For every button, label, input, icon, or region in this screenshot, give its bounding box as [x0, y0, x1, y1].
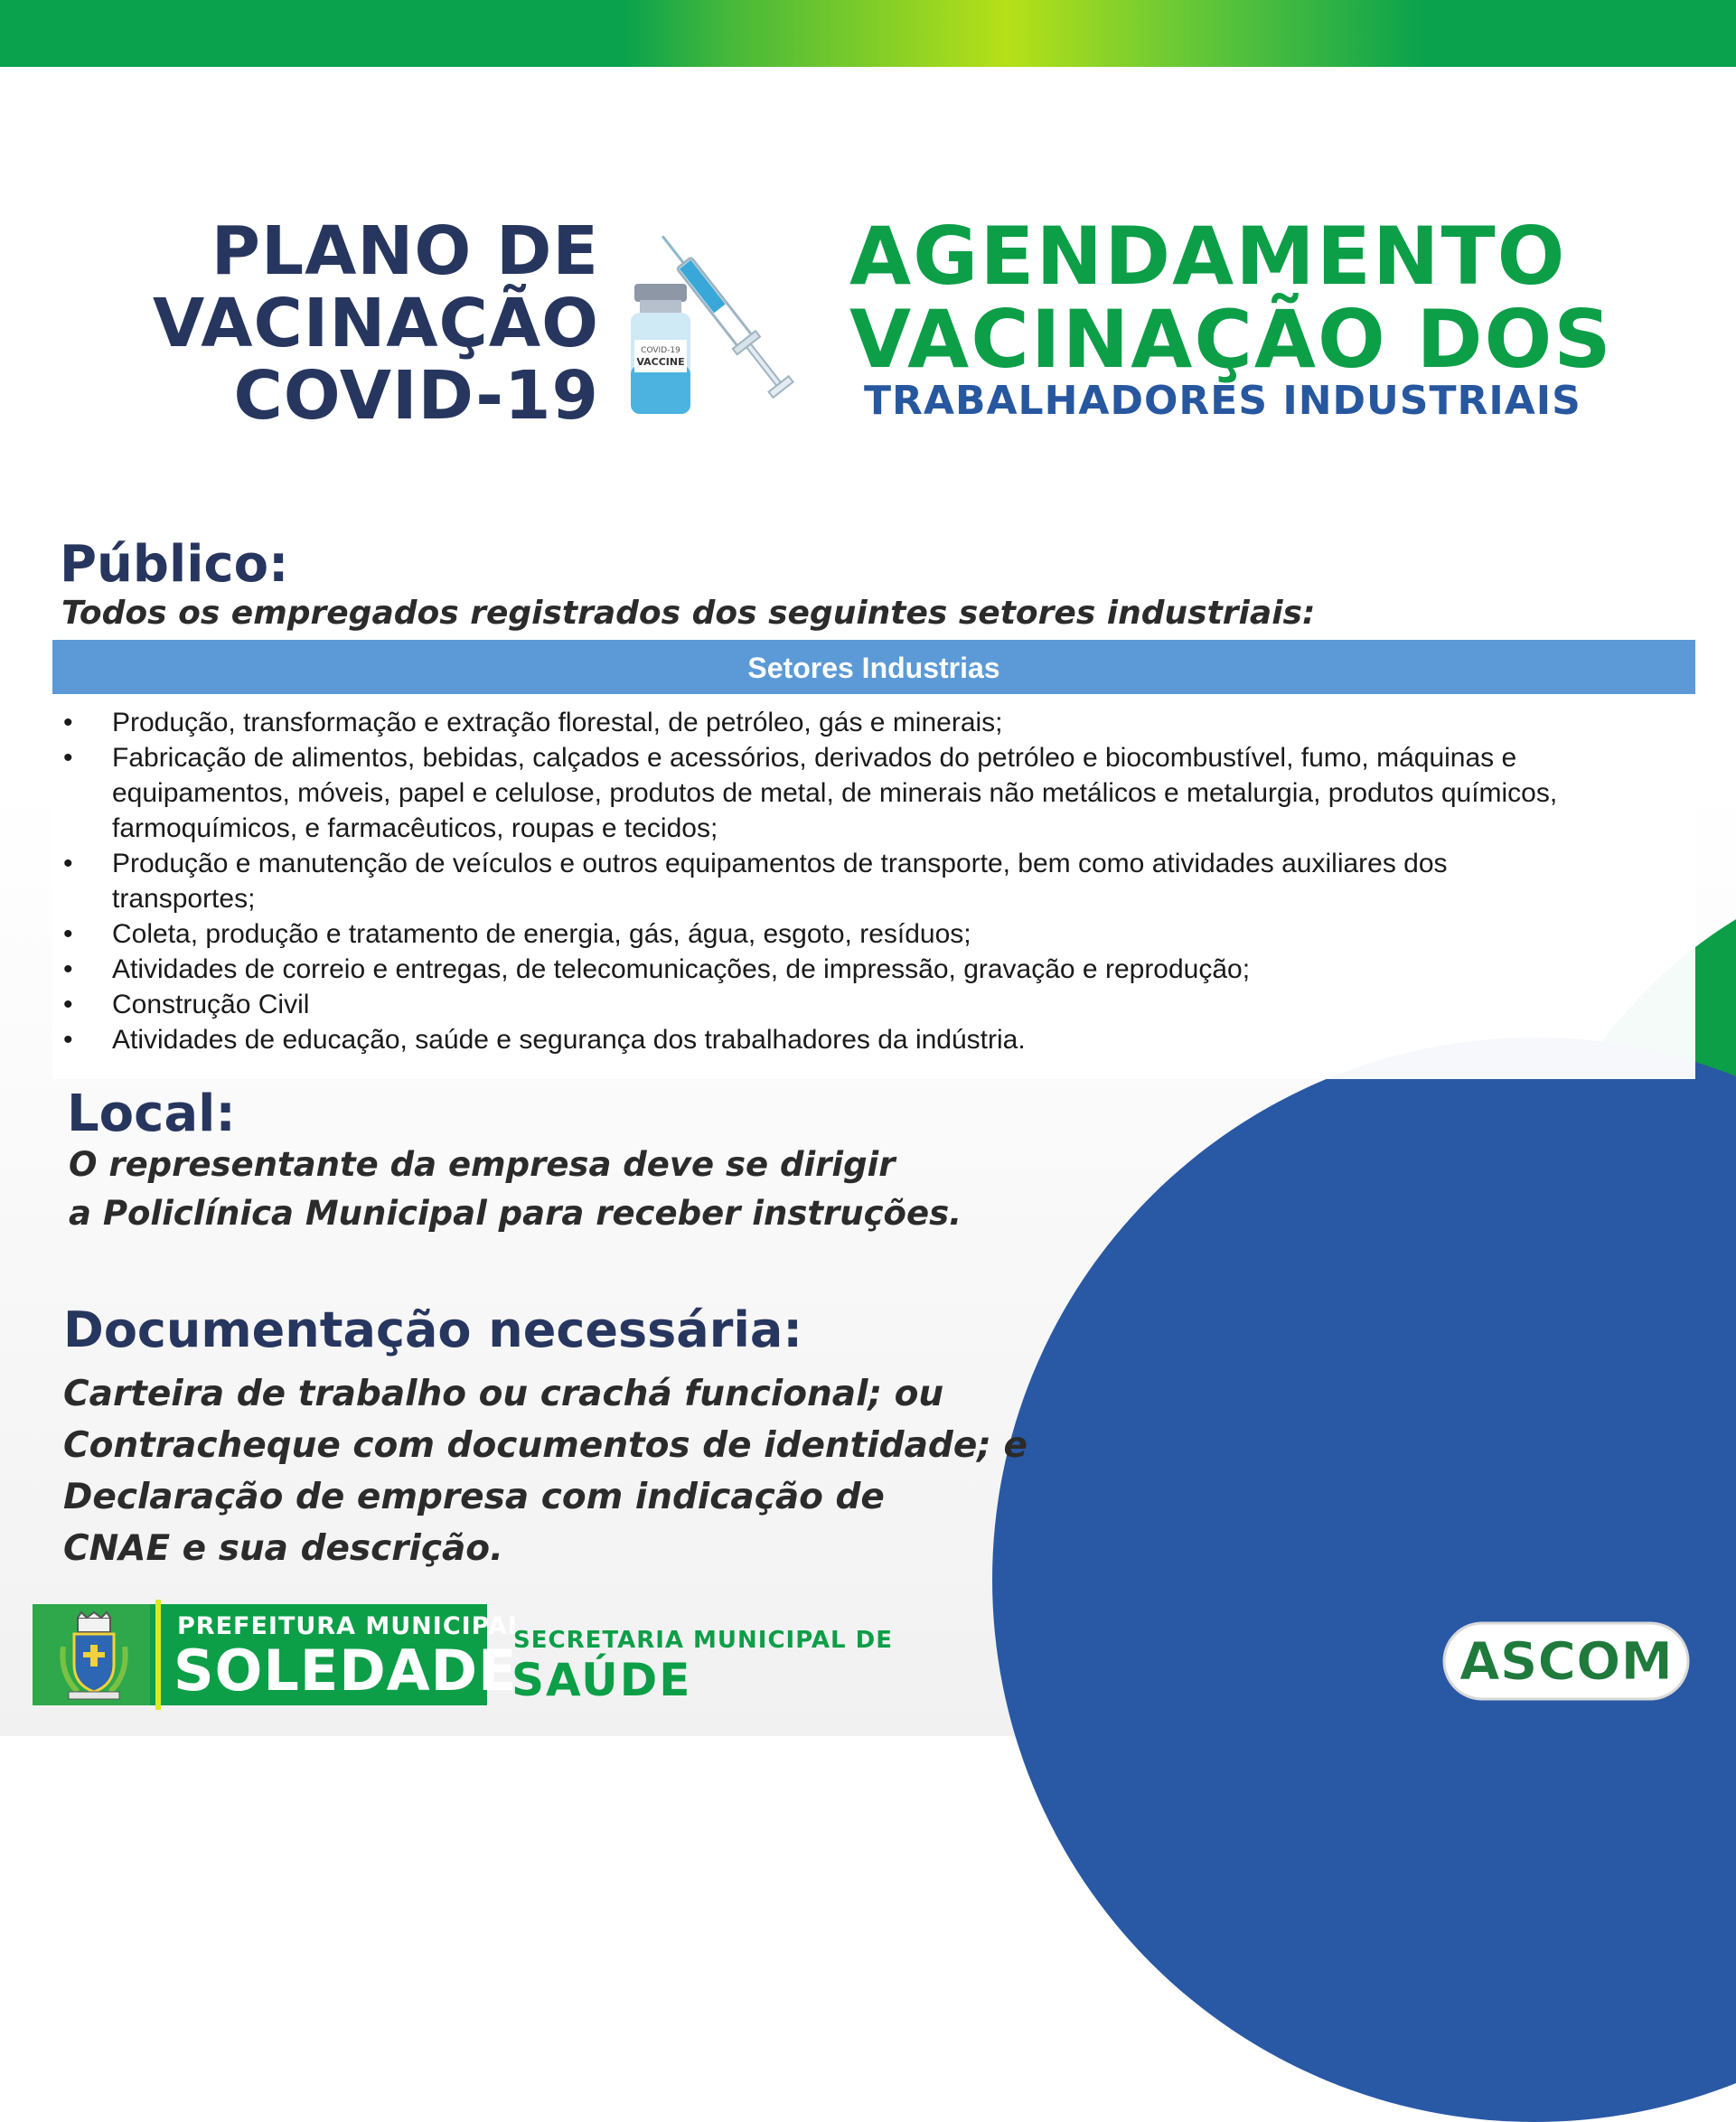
- list-item-line: Coleta, produção e tratamento de energia, gás, água, esgoto, resíduos;: [112, 919, 971, 949]
- documentacao-line: Contracheque com documentos de identidade; e: [63, 1425, 1028, 1466]
- list-item-line: equipamentos, móveis, papel e celulose, produtos de metal, de minerais não metálicos e metalurgia, produtos químicos,: [112, 778, 1558, 808]
- bullet-icon: •: [63, 1025, 73, 1055]
- plano-line: PLANO DE: [211, 212, 599, 290]
- publico-text: Todos os empregados registrados dos seguintes setores industriais:: [61, 595, 1316, 632]
- prefeitura-divider: [155, 1600, 161, 1710]
- agendamento-title: [849, 210, 1613, 386]
- bullet-icon: •: [63, 919, 73, 949]
- trabalhadores-subtitle: TRABALHADORES INDUSTRIAIS: [864, 378, 1581, 424]
- list-item-line: Construção Civil: [112, 990, 310, 1019]
- bullet-icon: •: [63, 849, 73, 878]
- plano-line: COVID-19: [233, 357, 599, 435]
- publico-heading: Público:: [60, 535, 289, 594]
- local-line-2: a Policlínica Municipal para receber instruções.: [69, 1194, 962, 1233]
- municipal-crest-icon: [51, 1610, 137, 1701]
- prefeitura-top-label: PREFEITURA MUNICIPAL: [177, 1612, 525, 1640]
- setores-header: Setores Industrias: [52, 640, 1695, 694]
- list-item: [52, 846, 1670, 916]
- list-item-line: Produção e manutenção de veículos e outros equipamentos de transporte, bem como atividades auxiliares dos: [112, 849, 1448, 878]
- vial-label-2: VACCINE: [636, 356, 685, 368]
- vaccine-syringe-icon: [620, 193, 801, 419]
- secretaria-main-label: SAÚDE: [511, 1654, 692, 1706]
- bullet-icon: •: [63, 743, 73, 773]
- local-line-1: O representante da empresa deve se dirigir: [69, 1145, 896, 1184]
- documentacao-line: Declaração de empresa com indicação de: [63, 1477, 885, 1517]
- setores-list: [52, 705, 1670, 1057]
- bullet-icon: •: [63, 708, 73, 737]
- list-item-line: Atividades de educação, saúde e segurança dos trabalhadores da indústria.: [112, 1025, 1026, 1055]
- ascom-logo: [1440, 1618, 1692, 1704]
- list-item: [52, 1022, 1670, 1057]
- local-text: [69, 1141, 972, 1238]
- documentacao-heading: Documentação necessária:: [63, 1301, 802, 1358]
- prefeitura-main-label: SOLEDADE: [174, 1638, 518, 1704]
- bullet-icon: •: [63, 990, 73, 1019]
- list-item-line: Atividades de correio e entregas, de telecomunicações, de impressão, gravação e reprodução;: [112, 954, 1251, 984]
- local-heading: Local:: [67, 1084, 236, 1143]
- vial-label-1: COVID-19: [641, 346, 680, 355]
- secretaria-top-label: SECRETARIA MUNICIPAL DE: [513, 1627, 893, 1654]
- agendamento-line-2: VACINAÇÃO DOS: [849, 293, 1613, 386]
- documentacao-list: [63, 1368, 1028, 1574]
- plano-vacinacao-title: [152, 212, 599, 435]
- documentacao-line: CNAE e sua descrição.: [63, 1528, 503, 1569]
- bullet-icon: •: [63, 954, 73, 984]
- plano-line: VACINAÇÃO: [152, 285, 599, 362]
- list-item: [52, 987, 1670, 1022]
- list-item-line: farmoquímicos, e farmacêuticos, roupas e tecidos;: [112, 813, 718, 843]
- list-item-line: Fabricação de alimentos, bebidas, calçados e acessórios, derivados do petróleo e biocombustível, fumo, máquinas e: [112, 743, 1517, 773]
- list-item: [52, 916, 1670, 952]
- documentacao-line: Carteira de trabalho ou crachá funcional; ou: [63, 1374, 944, 1414]
- ascom-text: ASCOM: [1459, 1630, 1674, 1692]
- list-item: [52, 740, 1670, 846]
- agendamento-line-1: AGENDAMENTO: [849, 210, 1567, 303]
- top-gradient-bar: [0, 0, 1736, 67]
- list-item: [52, 705, 1670, 740]
- list-item-line: transportes;: [112, 884, 256, 914]
- list-item: [52, 952, 1670, 987]
- list-item-line: Produção, transformação e extração florestal, de petróleo, gás e minerais;: [112, 708, 1003, 737]
